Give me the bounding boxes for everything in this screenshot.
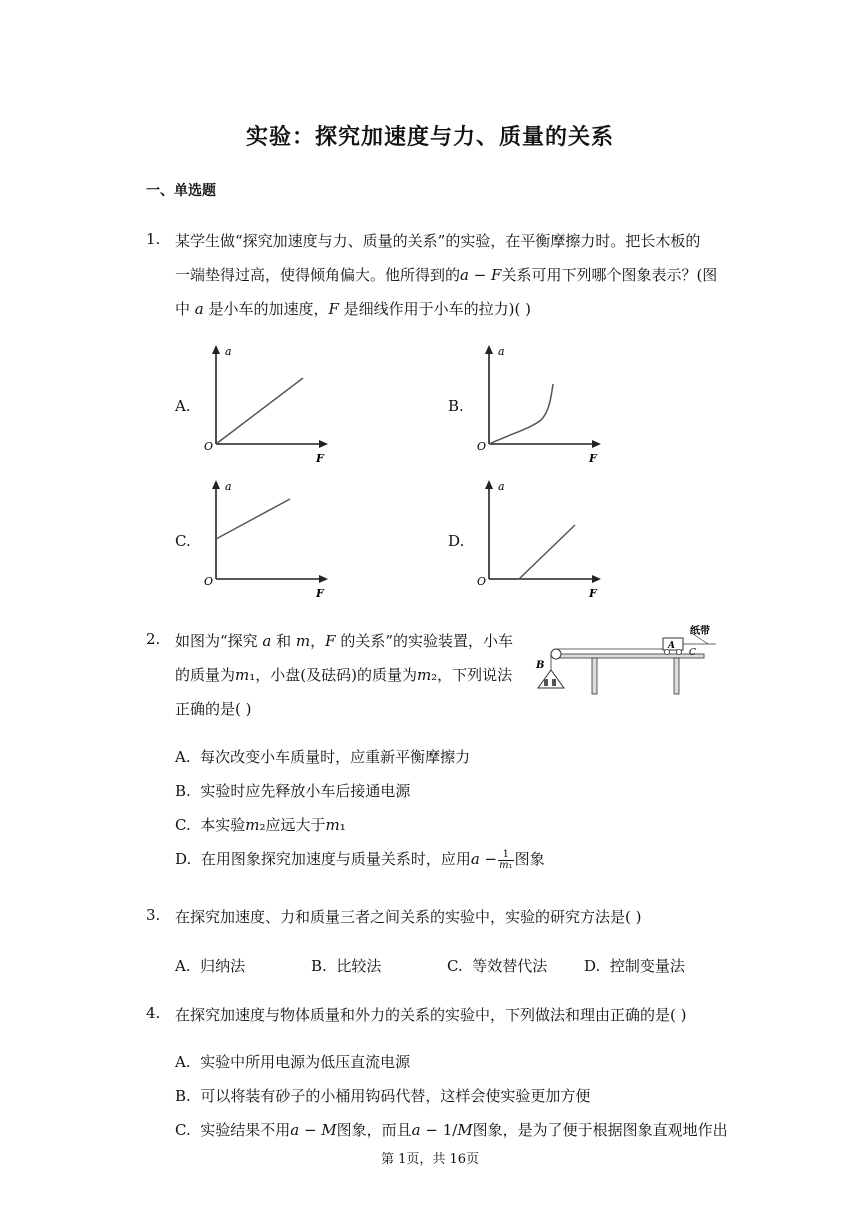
q2-option-d-label: D. (175, 850, 192, 868)
q1-b-x-axis-label: F (589, 452, 597, 465)
q3-option-a-label: A. (175, 957, 191, 975)
q3-option-b (311, 955, 381, 976)
label-timer: C (689, 648, 696, 658)
q2-option-d (175, 848, 545, 871)
q1-a-y-axis-label: a (225, 345, 232, 358)
page-footer: 第 1页，共 16页 (380, 1152, 480, 1167)
q4-option-b-text: 可以将装有砂子的小桶用钩码代替，这样会使实验更加方便 (200, 1087, 591, 1105)
q1-graph-c (198, 475, 338, 605)
q4-option-c-label: C. (175, 1121, 191, 1139)
question-4-line: 在探究加速度与物体质量和外力的关系的实验中，下列做法和理由正确的是( ) (175, 1006, 687, 1024)
q3-option-d-text: 控制变量法 (609, 957, 685, 975)
q1-d-y-axis-label: a (498, 480, 505, 493)
q1-option-d-label: D. (448, 532, 465, 550)
label-tape: 纸带 (690, 626, 710, 637)
q3-option-b-text: 比较法 (336, 957, 382, 975)
q1-b-origin-label: O (477, 440, 487, 453)
q2-option-b (175, 780, 410, 801)
q2-option-d-text: 在用图象探究加速度与质量关系时，应用𝑎 − (200, 850, 498, 868)
q1-option-c-label: C. (175, 532, 191, 550)
question-3-line: 在探究加速度、力和质量三者之间关系的实验中，实验的研究方法是( ) (175, 908, 642, 926)
q4-option-c (175, 1119, 728, 1140)
q4-option-a-text: 实验中所用电源为低压直流电源 (200, 1053, 411, 1071)
label-plate: B (536, 660, 545, 671)
q1-c-x-axis-label: F (316, 587, 324, 600)
q1-a-origin-label: O (204, 440, 214, 453)
question-2-line-1: 如图为“探究 𝑎 和 𝑚，𝐹 的关系”的实验装置，小车 (175, 632, 513, 650)
q2-option-d-fraction: $\frac{1}{\text{𝑚₁}}$ (499, 848, 513, 871)
q1-graph-d (471, 475, 611, 605)
q2-option-c (175, 814, 346, 835)
q1-graph-a (198, 340, 338, 470)
section-heading: 一、单选题 (146, 183, 216, 199)
q3-option-c-text: 等效替代法 (472, 957, 548, 975)
q2-apparatus-figure (530, 622, 720, 700)
q3-option-a (175, 955, 245, 976)
q2-option-a-text: 每次改变小车质量时，应重新平衡摩擦力 (200, 748, 471, 766)
q1-b-y-axis-label: a (498, 345, 505, 358)
question-2-line-2: 的质量为𝑚₁，小盘(及砝码)的质量为𝑚₂，下列说法 (175, 666, 513, 684)
question-1-line-3: 中 𝑎 是小车的加速度，𝐹 是细线作用于小车的拉力)( ) (175, 300, 531, 318)
q1-option-a-label: A. (175, 397, 191, 415)
q2-option-d-text-after: 图象 (514, 850, 545, 868)
q3-option-d (584, 955, 685, 976)
q4-option-a (175, 1051, 410, 1072)
q4-option-b (175, 1085, 590, 1106)
q4-option-b-label: B. (175, 1087, 191, 1105)
q3-option-a-text: 归纳法 (200, 957, 246, 975)
question-3-number: 3. (146, 906, 161, 924)
q4-option-c-text: 实验结果不用𝑎 − 𝑀图象，而且𝑎 − 1/𝑀图象，是为了便于根据图象直观地作出 (200, 1121, 728, 1139)
q2-option-c-text: 本实验𝑚₂应远大于𝑚₁ (200, 816, 346, 834)
q2-option-a-label: A. (175, 748, 191, 766)
page-title: 实验：探究加速度与力、质量的关系 (245, 125, 614, 150)
q2-option-b-label: B. (175, 782, 191, 800)
q2-option-b-text: 实验时应先释放小车后接通电源 (200, 782, 411, 800)
question-2-number: 2. (146, 630, 161, 648)
question-1-line-2: 一端垫得过高，使得倾角偏大。他所得到的𝑎 − 𝐹关系可用下列哪个图象表示？(图 (175, 266, 718, 284)
question-1-line-1: 某学生做“探究加速度与力、质量的关系”的实验，在平衡摩擦力时。把长木板的 (175, 232, 701, 250)
q1-c-y-axis-label: a (225, 480, 232, 493)
question-2-line-3: 正确的是( ) (175, 700, 252, 718)
q1-a-x-axis-label: F (316, 452, 324, 465)
q3-option-c (447, 955, 547, 976)
q3-option-d-label: D. (584, 957, 601, 975)
q4-option-a-label: A. (175, 1053, 191, 1071)
q3-option-b-label: B. (311, 957, 327, 975)
question-4-number: 4. (146, 1004, 161, 1022)
label-cart: A (668, 641, 675, 651)
q1-d-origin-label: O (477, 575, 487, 588)
q1-option-b-label: B. (448, 397, 464, 415)
question-1-number: 1. (146, 230, 161, 248)
q1-graph-b (471, 340, 611, 470)
q1-d-x-axis-label: F (589, 587, 597, 600)
q1-c-origin-label: O (204, 575, 214, 588)
q2-option-c-label: C. (175, 816, 191, 834)
q2-option-a (175, 746, 470, 767)
q3-option-c-label: C. (447, 957, 463, 975)
